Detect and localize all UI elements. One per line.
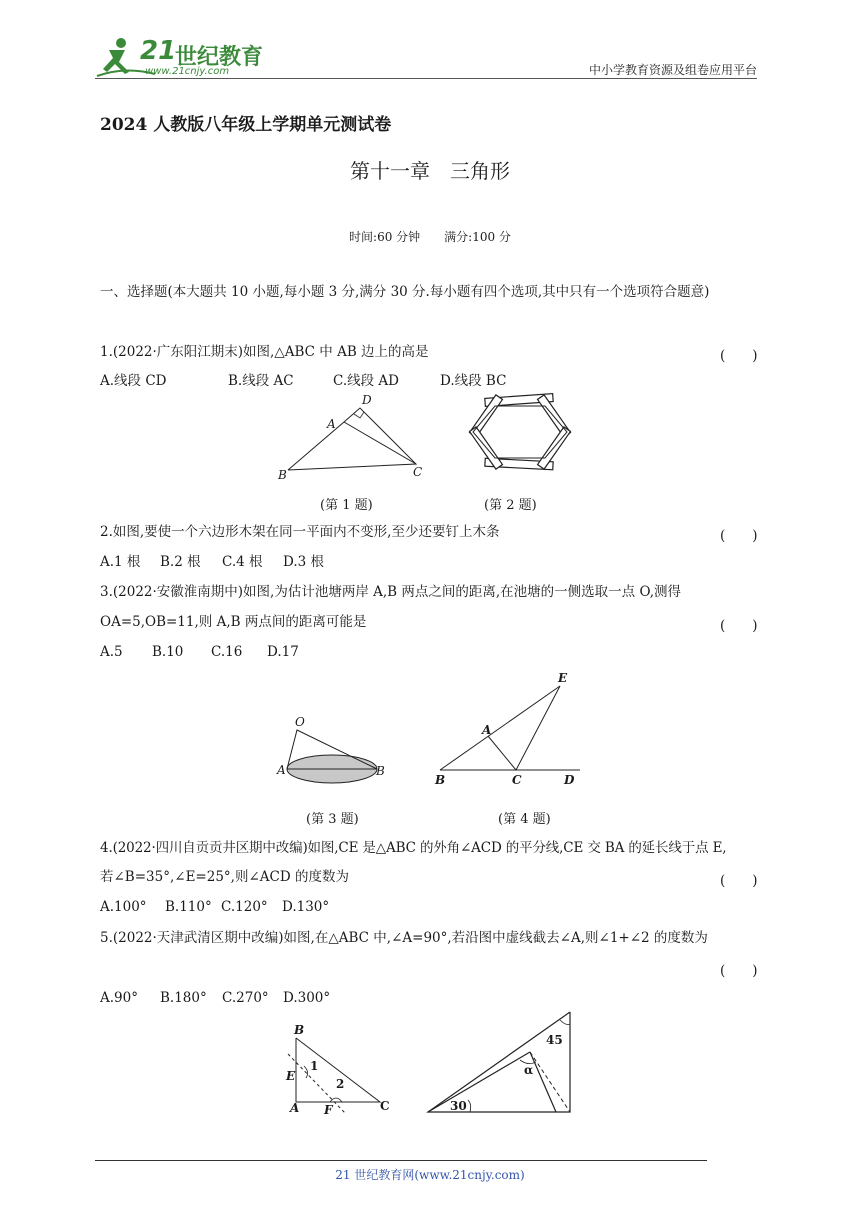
answer-paren-3: ( ) — [720, 618, 758, 634]
figure-4-caption: (第 4 题) — [498, 812, 551, 827]
logo-url: www.21cnjy.com — [145, 66, 230, 77]
fig3-label-o: O — [295, 715, 305, 729]
chapter-title: 第十一章 三角形 — [350, 159, 510, 183]
q4-option-b: B.110° — [165, 899, 212, 915]
q4-option-a: A.100° — [100, 899, 147, 915]
fig1-label-b: B — [278, 468, 287, 482]
fig5-label-b: B — [294, 1023, 305, 1037]
fig6-label-30: 30 — [450, 1099, 467, 1113]
q2-option-d: D.3 根 — [283, 554, 325, 570]
fig6-label-45: 45 — [546, 1033, 563, 1047]
section-heading: 一、选择题(本大题共 10 小题,每小题 3 分,满分 30 分.每小题有四个选项,其中只有一个选项符合题意) — [100, 284, 710, 300]
question-2-stem: 2.如图,要使一个六边形木架在同一平面内不变形,至少还要钉上木条 — [100, 524, 500, 540]
footer-text: 21 世纪教育网(www.21cnjy.com) — [335, 1168, 525, 1182]
answer-paren-1: ( ) — [720, 348, 758, 364]
question-5-stem: 5.(2022·天津武清区期中改编)如图,在△ABC 中,∠A=90°,若沿图中虚线截去∠A,则∠1+∠2 的度数为 — [100, 930, 708, 946]
fig4-label-c: C — [512, 773, 522, 787]
figure-2-caption: (第 2 题) — [484, 498, 537, 513]
q2-option-c: C.4 根 — [222, 554, 263, 570]
figure-6-set-squares — [420, 1008, 590, 1118]
figure-1-caption: (第 1 题) — [320, 498, 373, 513]
fig4-label-a: A — [482, 723, 492, 737]
fig5-label-c: C — [380, 1099, 390, 1113]
header-rule — [95, 78, 757, 79]
figure-1-triangle — [270, 390, 430, 490]
answer-paren-4: ( ) — [720, 873, 758, 889]
answer-paren-5: ( ) — [720, 963, 758, 979]
doc-title: 2024 人教版八年级上学期单元测试卷 — [100, 115, 392, 135]
q5-option-a: A.90° — [100, 990, 138, 1006]
fig3-label-b: B — [376, 764, 385, 778]
q5-option-b: B.180° — [160, 990, 207, 1006]
fig6-label-alpha: α — [524, 1063, 534, 1077]
q1-option-c: C.线段 AD — [333, 373, 400, 389]
fig3-label-a: A — [277, 763, 286, 777]
q5-option-c: C.270° — [222, 990, 269, 1006]
fig1-label-c: C — [413, 465, 423, 479]
logo-digits: 21 — [140, 36, 177, 66]
question-1-stem: 1.(2022·广东阳江期末)如图,△ABC 中 AB 边上的高是 — [100, 344, 429, 360]
question-4-stem-line2: 若∠B=35°,∠E=25°,则∠ACD 的度数为 — [100, 869, 349, 885]
q5-option-d: D.300° — [283, 990, 331, 1006]
q1-option-b: B.线段 AC — [228, 373, 294, 389]
fig4-label-e: E — [558, 671, 568, 685]
figure-5-triangle — [280, 1018, 400, 1118]
q3-option-c: C.16 — [211, 644, 243, 660]
figure-3-caption: (第 3 题) — [306, 812, 359, 827]
fig5-label-1: 1 — [310, 1059, 319, 1073]
fig5-label-e: E — [286, 1069, 296, 1083]
question-4-stem-line1: 4.(2022·四川自贡贡井区期中改编)如图,CE 是△ABC 的外角∠ACD 的平分线,CE 交 BA 的延长线于点 E, — [100, 840, 727, 856]
q2-option-b: B.2 根 — [160, 554, 201, 570]
fig4-label-b: B — [435, 773, 446, 787]
q1-option-a: A.线段 CD — [100, 373, 167, 389]
answer-paren-2: ( ) — [720, 528, 758, 544]
figure-2-hexagon-frame — [455, 388, 585, 478]
q4-option-c: C.120° — [221, 899, 268, 915]
q3-option-d: D.17 — [267, 644, 299, 660]
fig4-label-d: D — [564, 773, 575, 787]
q3-option-a: A.5 — [100, 644, 123, 660]
q4-option-d: D.130° — [282, 899, 330, 915]
q2-option-a: A.1 根 — [100, 554, 141, 570]
time-info: 时间:60 分钟 满分:100 分 — [349, 230, 511, 244]
q1-option-d: D.线段 BC — [440, 373, 507, 389]
fig1-label-a: A — [327, 417, 336, 431]
footer-rule — [95, 1160, 707, 1161]
logo-text: 世纪教育 — [175, 45, 264, 70]
header-slogan: 中小学教育资源及组卷应用平台 — [588, 63, 757, 77]
fig1-label-d: D — [362, 393, 372, 407]
figure-4-triangle — [430, 668, 590, 788]
fig5-label-2: 2 — [336, 1077, 345, 1091]
fig5-label-f: F — [324, 1103, 333, 1117]
question-3-stem-line1: 3.(2022·安徽淮南期中)如图,为估计池塘两岸 A,B 两点之间的距离,在池塘的一侧选取一点 O,测得 — [100, 584, 682, 600]
figure-3-pond — [275, 710, 395, 790]
q3-option-b: B.10 — [152, 644, 184, 660]
question-3-stem-line2: OA=5,OB=11,则 A,B 两点间的距离可能是 — [100, 614, 367, 630]
fig5-label-a: A — [290, 1101, 300, 1115]
